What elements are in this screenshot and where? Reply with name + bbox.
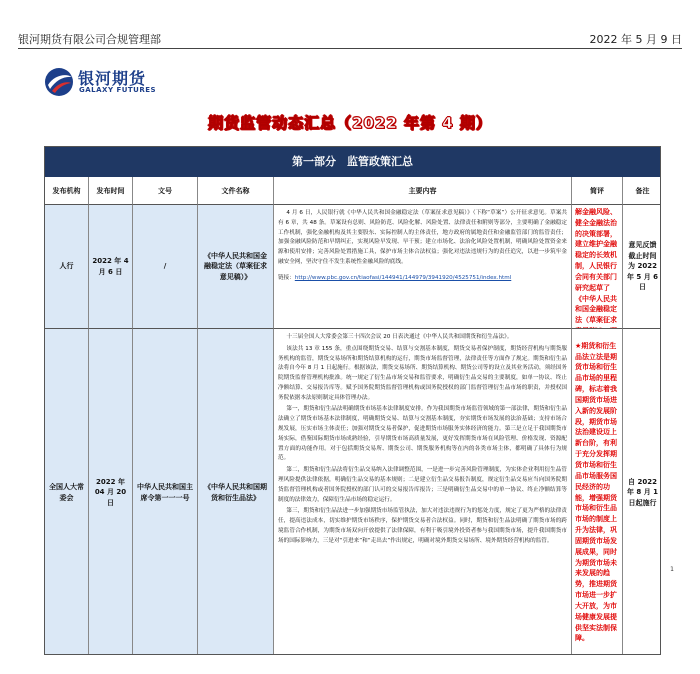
header-divider bbox=[18, 48, 682, 49]
column-header-doc-no: 文号 bbox=[133, 177, 198, 205]
page-header bbox=[18, 31, 682, 49]
row1-agency: 人行 bbox=[45, 205, 89, 329]
row1-content-text: 4 月 6 日，人民银行就《中华人民共和国金融稳定法（草案征求意见稿）》（下称“草案”）公开征求意见。草案共有 6 章，共 48 条。草案设有总则、风险防范、风险化解、风险处置、法律责任和附则等部分，主要明确了金融稳定工作机制，强化金融机构及其主要股东、实际控制人的主体责任，地方政府的属地责任和金融监管部门的监管责任；加强金融风险防范和早期纠正，实现风险早发现、早干预；建立市场化、法治化风险处置机制，明确风险处置资金来源和使用安排；完善风险处置措施工具，保护市场主体合法权益；强化对违法违规行为的责任追究，以进一步筑牢金融安全网，坚决守住不发生系统性金融风险的底线。 bbox=[278, 210, 567, 265]
row2-date: 2022 年 04 月 20 日 bbox=[89, 329, 133, 655]
row2-doc-no: 中华人民共和国主席令第一一一号 bbox=[133, 329, 198, 655]
company-logo bbox=[44, 64, 184, 100]
row2-agency: 全国人大常委会 bbox=[45, 329, 89, 655]
page-number: 1 bbox=[670, 566, 674, 573]
row1-note: 意见反馈截止时间为 2022 年 5 月 6 日 bbox=[623, 205, 661, 329]
galaxy-logo-icon bbox=[44, 67, 74, 97]
row1-link[interactable]: http://www.pbc.gov.cn/tiaofasi/144941/144979/3941920/4525751/index.html bbox=[294, 274, 512, 281]
logo-name-en: GALAXY FUTURES bbox=[79, 86, 157, 94]
row1-file-name: 《中华人民共和国金融稳定法（草案征求意见稿）》 bbox=[198, 205, 274, 329]
row1-doc-no: / bbox=[133, 205, 198, 329]
row2-content-para-1: 十三届全国人大常委会第三十四次会议 20 日表决通过《中华人民共和国期货和衍生品法》。 bbox=[286, 334, 513, 340]
row2-content-para-2: 该法共 13 章 155 条，重点围绕期货交易、结算与交割基本制度，期货交易者保护制度，期货经营机构与期货服务机构的监管，期货交易场所和期货结算机构的运行，期货市场监督管理，法律责任等方面作了规定。期货和衍生品法将自今年 8 月 1 日起施行。根据该法，期货交易场所、期货结算机构、期货公司等的设立及其业务活动，须经国务院期货监督管理机构批准。统一规定了衍生品市场交易和监管要求，明确衍生品交易的主要制度，如单一协议、终止净额结算、交易报告库等。赋予国务院期货监督管理机构或国务院授权的部门监督管理衍生品市场的职责，并授权国务院依据本法原则制定具体管理办法。 bbox=[278, 345, 567, 401]
row2-content-para-4: 第二，期货和衍生品法将衍生品交易纳入法律调整范围，一是进一步完善风险管理制度，为实体企业利用衍生品管理风险提供法律依据，明确衍生品交易的基本规则；二是建立衍生品交易报告制度，规定衍生品交易应当向国务院期货监督管理机构或者国务院授权的部门认可的交易报告库报告；三是明确衍生品交易中的单一协议、终止净额结算等制度的法律效力，保障衍生品市场的稳定运行。 bbox=[278, 467, 567, 503]
row1-comment: 解金融风险、健全金融法治的决策部署，建立维护金融稳定的长效机制，人民银行会同有关部门研究起草了《中华人民共和国金融稳定法（草案征求 bbox=[572, 205, 623, 329]
column-header-date: 发布时间 bbox=[89, 177, 133, 205]
row1-link-label: 链接： bbox=[278, 274, 295, 281]
document-title: 期货监管动态汇总（2022 年第 4 期） bbox=[208, 114, 492, 132]
row2-content-para-5: 第三，期货和衍生品法进一步加强期货市场监管执法，加大对违法违规行为的惩处力度，规定了更为严格的法律责任，提高违法成本，切实维护期货市场秩序，保护期货交易者合法权益。同时，期货和衍生品法明确了期货市场的跨境监管合作机制，为期货市场双向开放提供了法律保障，有利于吸引境外投资者参与我国期货市场，提升我国期货市场的国际影响力，三是对“引进来”和“走出去”作出规定，明确对境外期货交易场所、境外期货经营机构的监管。 bbox=[278, 508, 567, 544]
column-header-note: 备注 bbox=[623, 177, 661, 205]
column-header-content: 主要内容 bbox=[274, 177, 572, 205]
row1-link-line bbox=[278, 274, 567, 284]
logo-name-cn: 银河期货 bbox=[78, 69, 147, 88]
header-date: 2022 年 5 月 9 日 bbox=[589, 33, 682, 46]
row2-comment: ★期货和衍生品法立法是期货市场和衍生品市场的里程碑，标志着我国期货市场进入新的发展阶段，期货市场法治建设迈上新台阶，有利于充分发挥期货市场和衍生品市场服务国民经济的功能，增强期货市场和衍生品市场的制度上升为法律，巩固期货市场发展成果，同时为期货市场未来发展的趋势，推进期货市场进一步扩大开放，为市场健康发展提供坚实法制保障。 bbox=[572, 329, 623, 655]
row2-content-para-3: 第一，期货和衍生品法明确期货市场基本法律制度安排。作为我国期货市场监管领域的第一部法律，期货和衍生品法确立了期货市场基本法律制度，明确期货交易、结算与交割基本制度，夯实期货市场发展的法治基础；支持市场合规发展，压实市场主体责任；加强对期货交易者保护，促进期货市场服务实体经济的能力。第三是立足于我国期货市场实际，借鉴国际期货市场成熟经验，引导期货市场高质量发展，更好发挥期货市场在风险管理、价格发现、资源配置方面的功能作用。对于包括期货交易所、期货公司、期货服务机构等在内的各类市场主体，都明确了具体行为规范。 bbox=[278, 406, 567, 462]
header-company: 银河期货有限公司合规管理部 bbox=[18, 33, 161, 46]
row2-content bbox=[274, 329, 572, 655]
row1-content bbox=[274, 205, 572, 329]
regulation-table bbox=[44, 146, 661, 655]
row1-date: 2022 年 4 月 6 日 bbox=[89, 205, 133, 329]
section-title: 第一部分 监管政策汇总 bbox=[45, 147, 660, 177]
column-header-comment: 简评 bbox=[572, 177, 623, 205]
row2-file-name: 《中华人民共和国期货和衍生品法》 bbox=[198, 329, 274, 655]
column-header-file-name: 文件名称 bbox=[198, 177, 274, 205]
row2-note: 自 2022 年 8 月 1 日起施行 bbox=[626, 477, 659, 507]
column-header-agency: 发布机构 bbox=[45, 177, 89, 205]
